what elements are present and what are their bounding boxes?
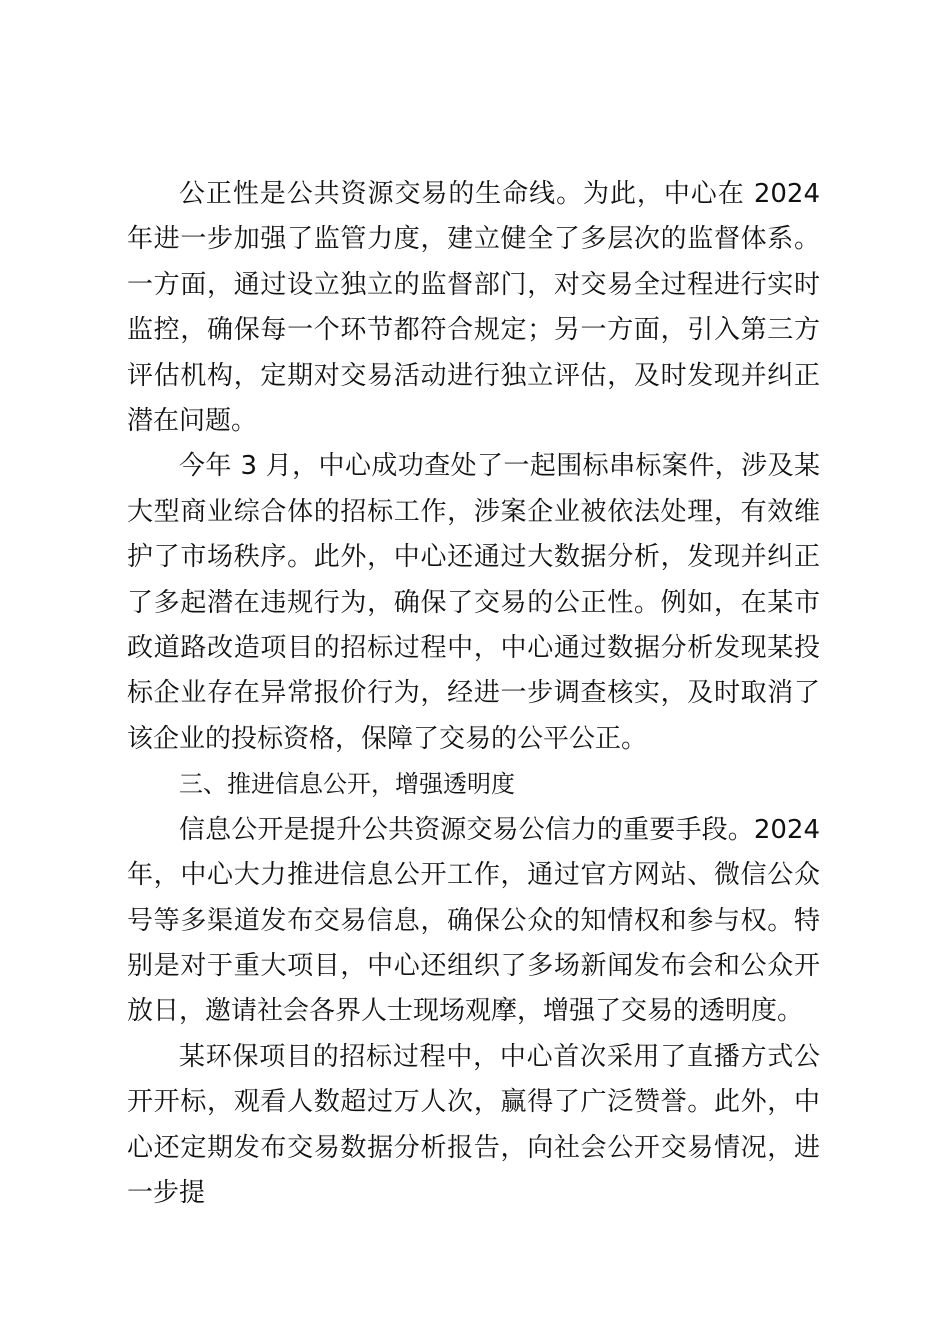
paragraph-live-bid-opening: 某环保项目的招标过程中，中心首次采用了直播方式公开开标，观看人数超过万人次，赢得了广泛赞誉。此外，中心还定期发布交易数据分析报告，向社会公开交易情况，进一步提 <box>127 1041 820 1208</box>
document-body <box>127 172 820 1216</box>
paragraph-information-disclosure: 信息公开是提升公共资源交易公信力的重要手段。2024 年，中心大力推进信息公开工作，通过官方网站、微信公众号等多渠道发布交易信息，确保公众的知情权和参与权。特别是对于重大项目，中心还组织了多场新闻发布会和公众开放日，邀请社会各界人士现场观摩，增强了交易的透明度。 <box>127 814 820 1027</box>
paragraph-supervision: 公正性是公共资源交易的生命线。为此，中心在 2024 年进一步加强了监管力度，建立健全了多层次的监督体系。一方面，通过设立独立的监督部门，对交易全过程进行实时监控，确保每一个环节都符合规定；另一方面，引入第三方评估机构，定期对交易活动进行独立评估，及时发现并纠正潜在问题。 <box>127 179 820 437</box>
section-heading: 三、推进信息公开，增强透明度 <box>179 770 515 799</box>
paragraph-case-handling: 今年 3 月，中心成功查处了一起围标串标案件，涉及某大型商业综合体的招标工作，涉案企业被依法处理，有效维护了市场秩序。此外，中心还通过大数据分析，发现并纠正了多起潜在违规行为，确保了交易的公正性。例如，在某市政道路改造项目的招标过程中，中心通过数据分析发现某投标企业存在异常报价行为，经进一步调查核实，及时取消了该企业的投标资格，保障了交易的公平公正。 <box>127 451 820 754</box>
